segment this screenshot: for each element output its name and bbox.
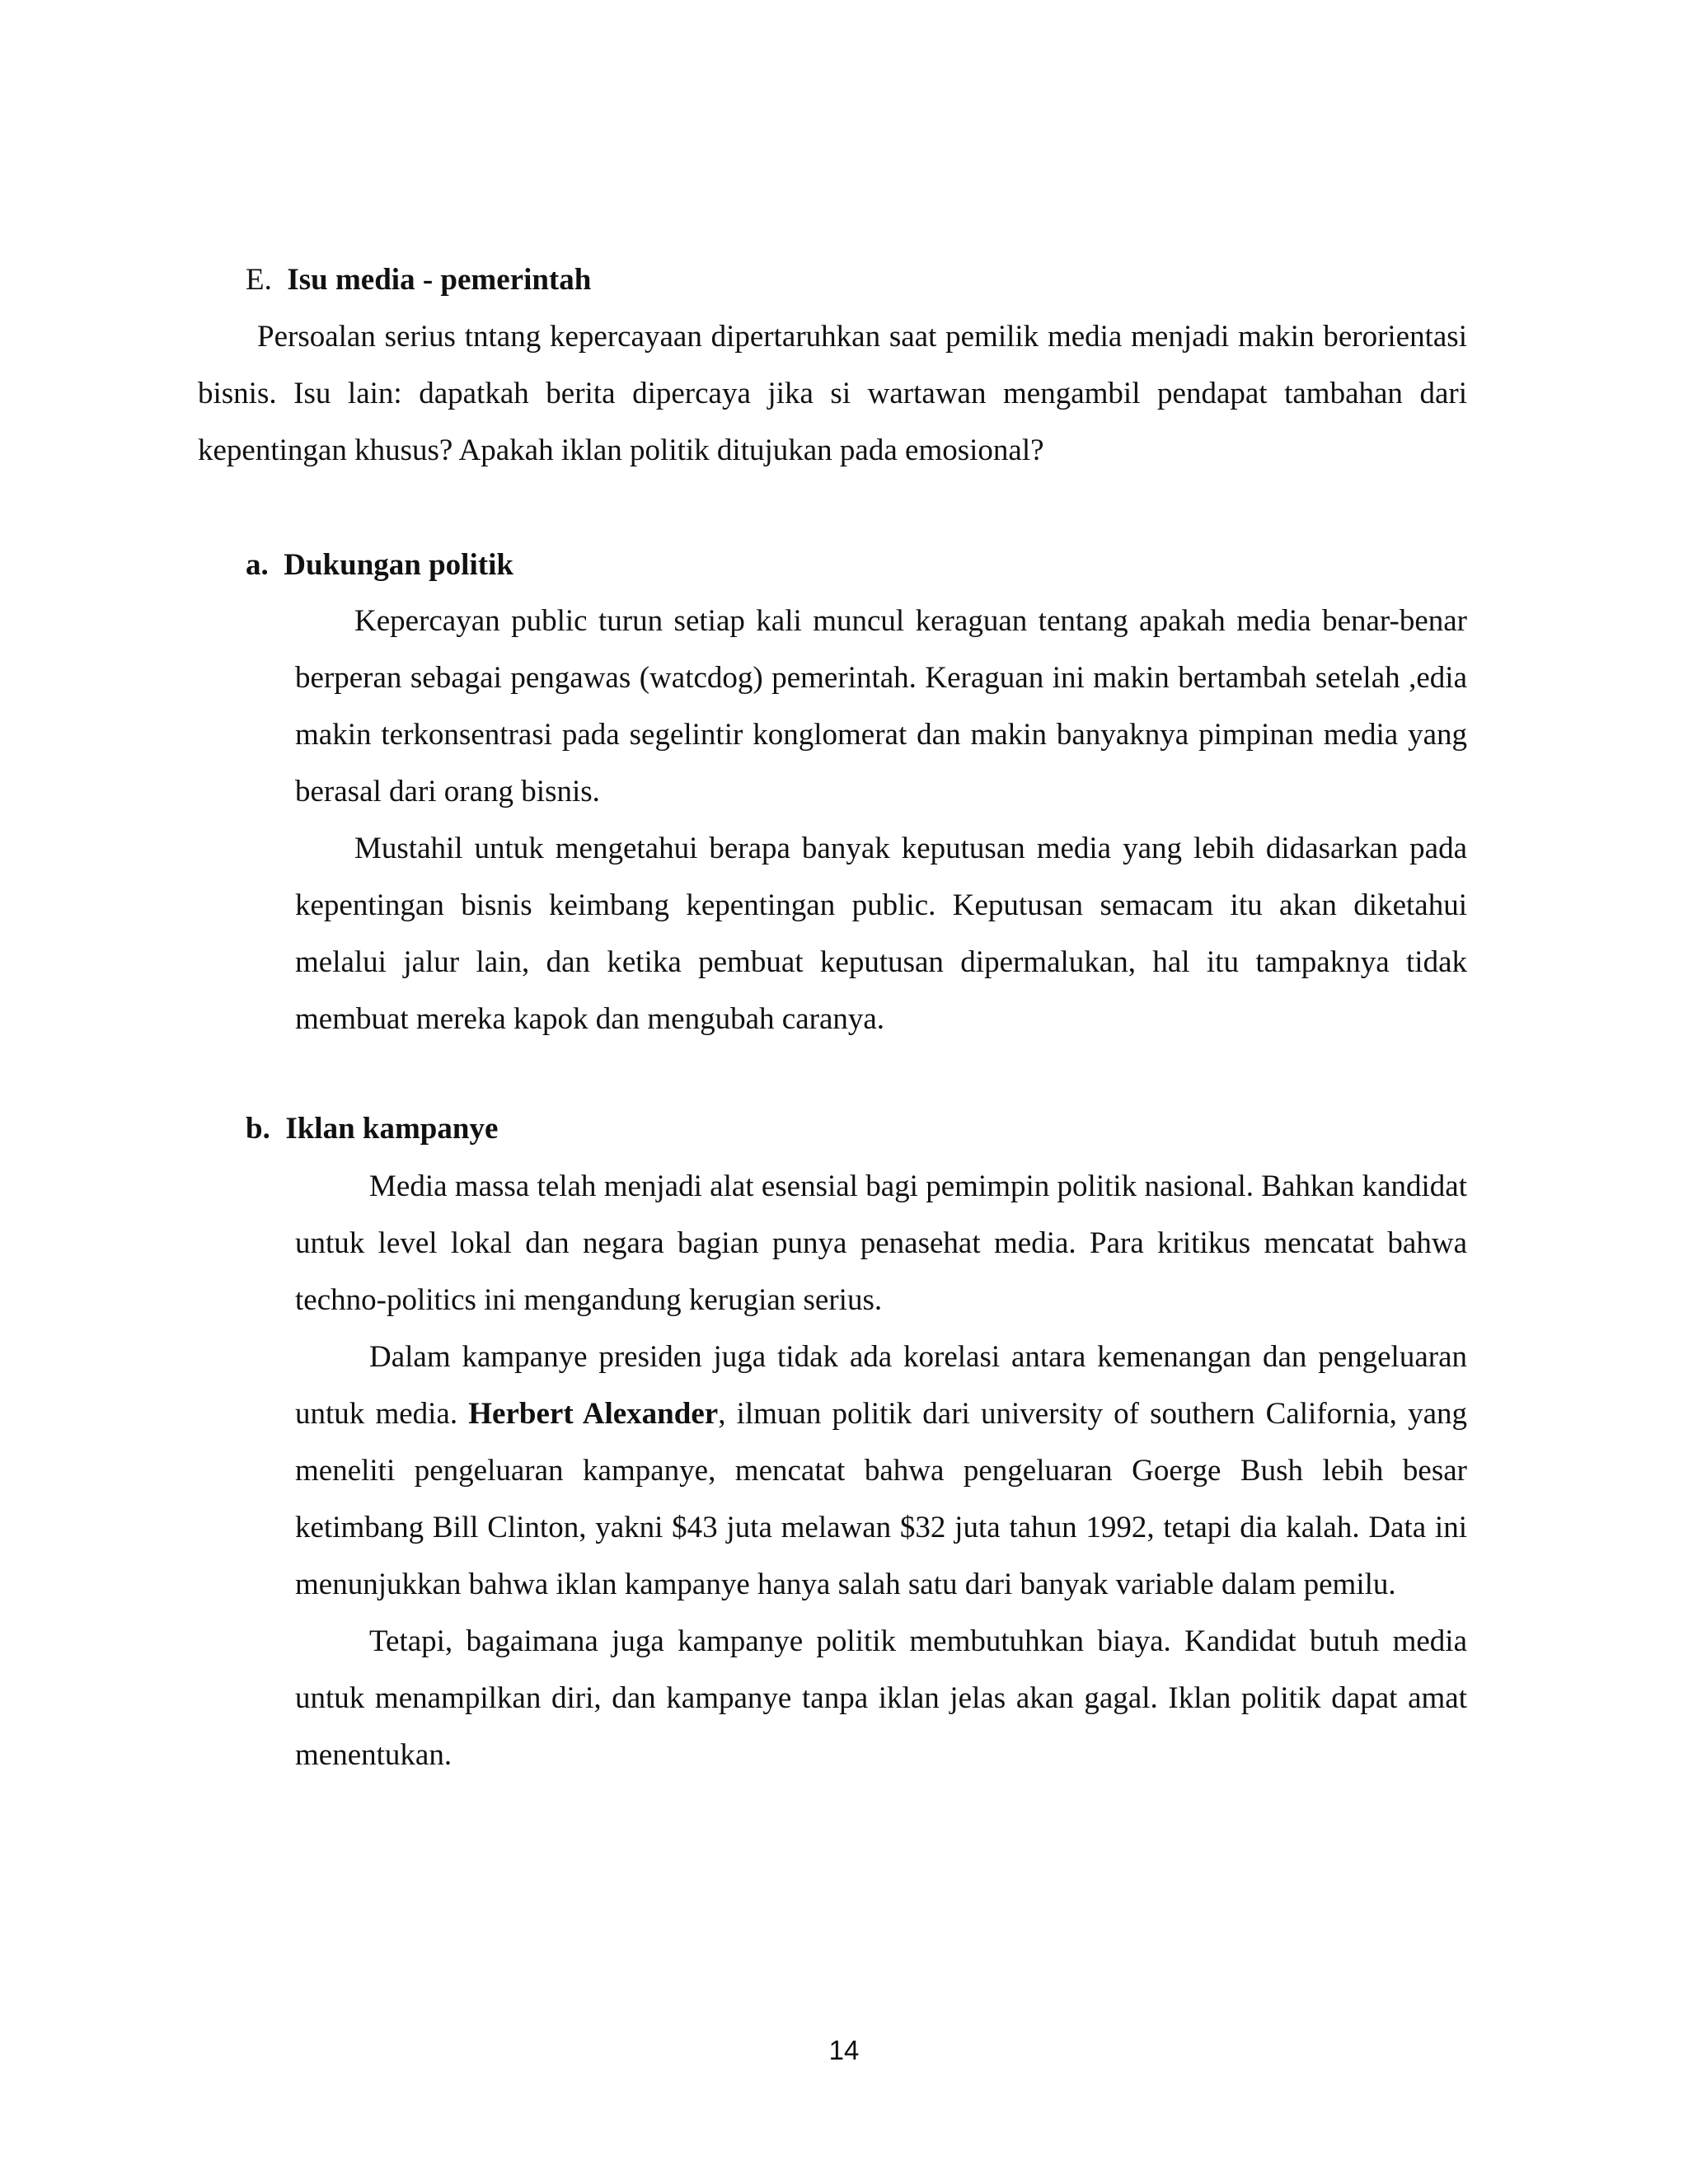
section-b-body [295,1158,1467,1783]
section-a-title: Dukungan politik [284,548,513,582]
section-a-heading [246,541,513,590]
section-b-title: Iklan kampanye [285,1112,499,1146]
section-b-paragraph-2-end: , ilmuan politik dari university of southern California, yang meneliti pengeluaran kampanye, mencatat bahwa pengeluaran Goerge Bush lebih besar ketimbang Bill Clinton, yakni $43 juta melawan $32 juta tahun 1992, tetapi dia kalah. Data ini menunjukkan bahwa iklan kampanye hanya salah satu dari banyak variable dalam pemilu. [295,1397,1468,1601]
section-e-body [198,308,1467,479]
section-b-paragraph-2 [295,1329,1467,1613]
section-e-letter: E. [246,263,272,297]
section-a-letter: a. [246,548,269,582]
section-a-body [295,593,1467,1047]
section-b-letter: b. [246,1112,270,1146]
section-e-heading [246,255,591,305]
section-a-paragraph-2: Mustahil untuk mengetahui berapa banyak keputusan media yang lebih didasarkan pada kepentingan bisnis keimbang kepentingan public. Keputusan semacam itu akan diketahui melalui jalur lain, dan ketika pembuat keputusan dipermalukan, hal itu tampaknya tidak membuat mereka kapok dan mengubah caranya. [295,832,1467,1036]
herbert-alexander-name: Herbert Alexander [468,1397,719,1431]
section-b-paragraph-3: Tetapi, bagaimana juga kampanye politik membutuhkan biaya. Kandidat butuh media untuk menampilkan diri, dan kampanye tanpa iklan jelas akan gagal. Iklan politik dapat amat menentukan. [295,1624,1467,1772]
section-a-paragraph-1: Kepercayan public turun setiap kali muncul keraguan tentang apakah media benar-benar berperan sebagai pengawas (watcdog) pemerintah. Keraguan ini makin bertambah setelah ,edia makin terkonsentrasi pada segelintir konglomerat dan makin banyaknya pimpinan media yang berasal dari orang bisnis. [295,604,1467,808]
section-b-paragraph-2-start: Dalam kampanye presiden juga tidak ada korelasi antara kemenangan dan pengeluaran untuk media. [295,1340,1467,1431]
section-b-heading [246,1104,498,1154]
page-number: 14 [828,2035,860,2065]
section-e-title: Isu media - pemerintah [287,263,592,297]
section-e-paragraph: Persoalan serius tntang kepercayaan dipertaruhkan saat pemilik media menjadi makin berorientasi bisnis. Isu lain: dapatkah berita dipercaya jika si wartawan mengambil pendapat tambahan dari kepentingan khusus? Apakah iklan politik ditujukan pada emosional? [198,320,1467,467]
section-b-paragraph-1: Media massa telah menjadi alat esensial bagi pemimpin politik nasional. Bahkan kandidat untuk level lokal dan negara bagian punya penasehat media. Para kritikus mencatat bahwa techno-politics ini mengandung kerugian serius. [295,1169,1467,1317]
